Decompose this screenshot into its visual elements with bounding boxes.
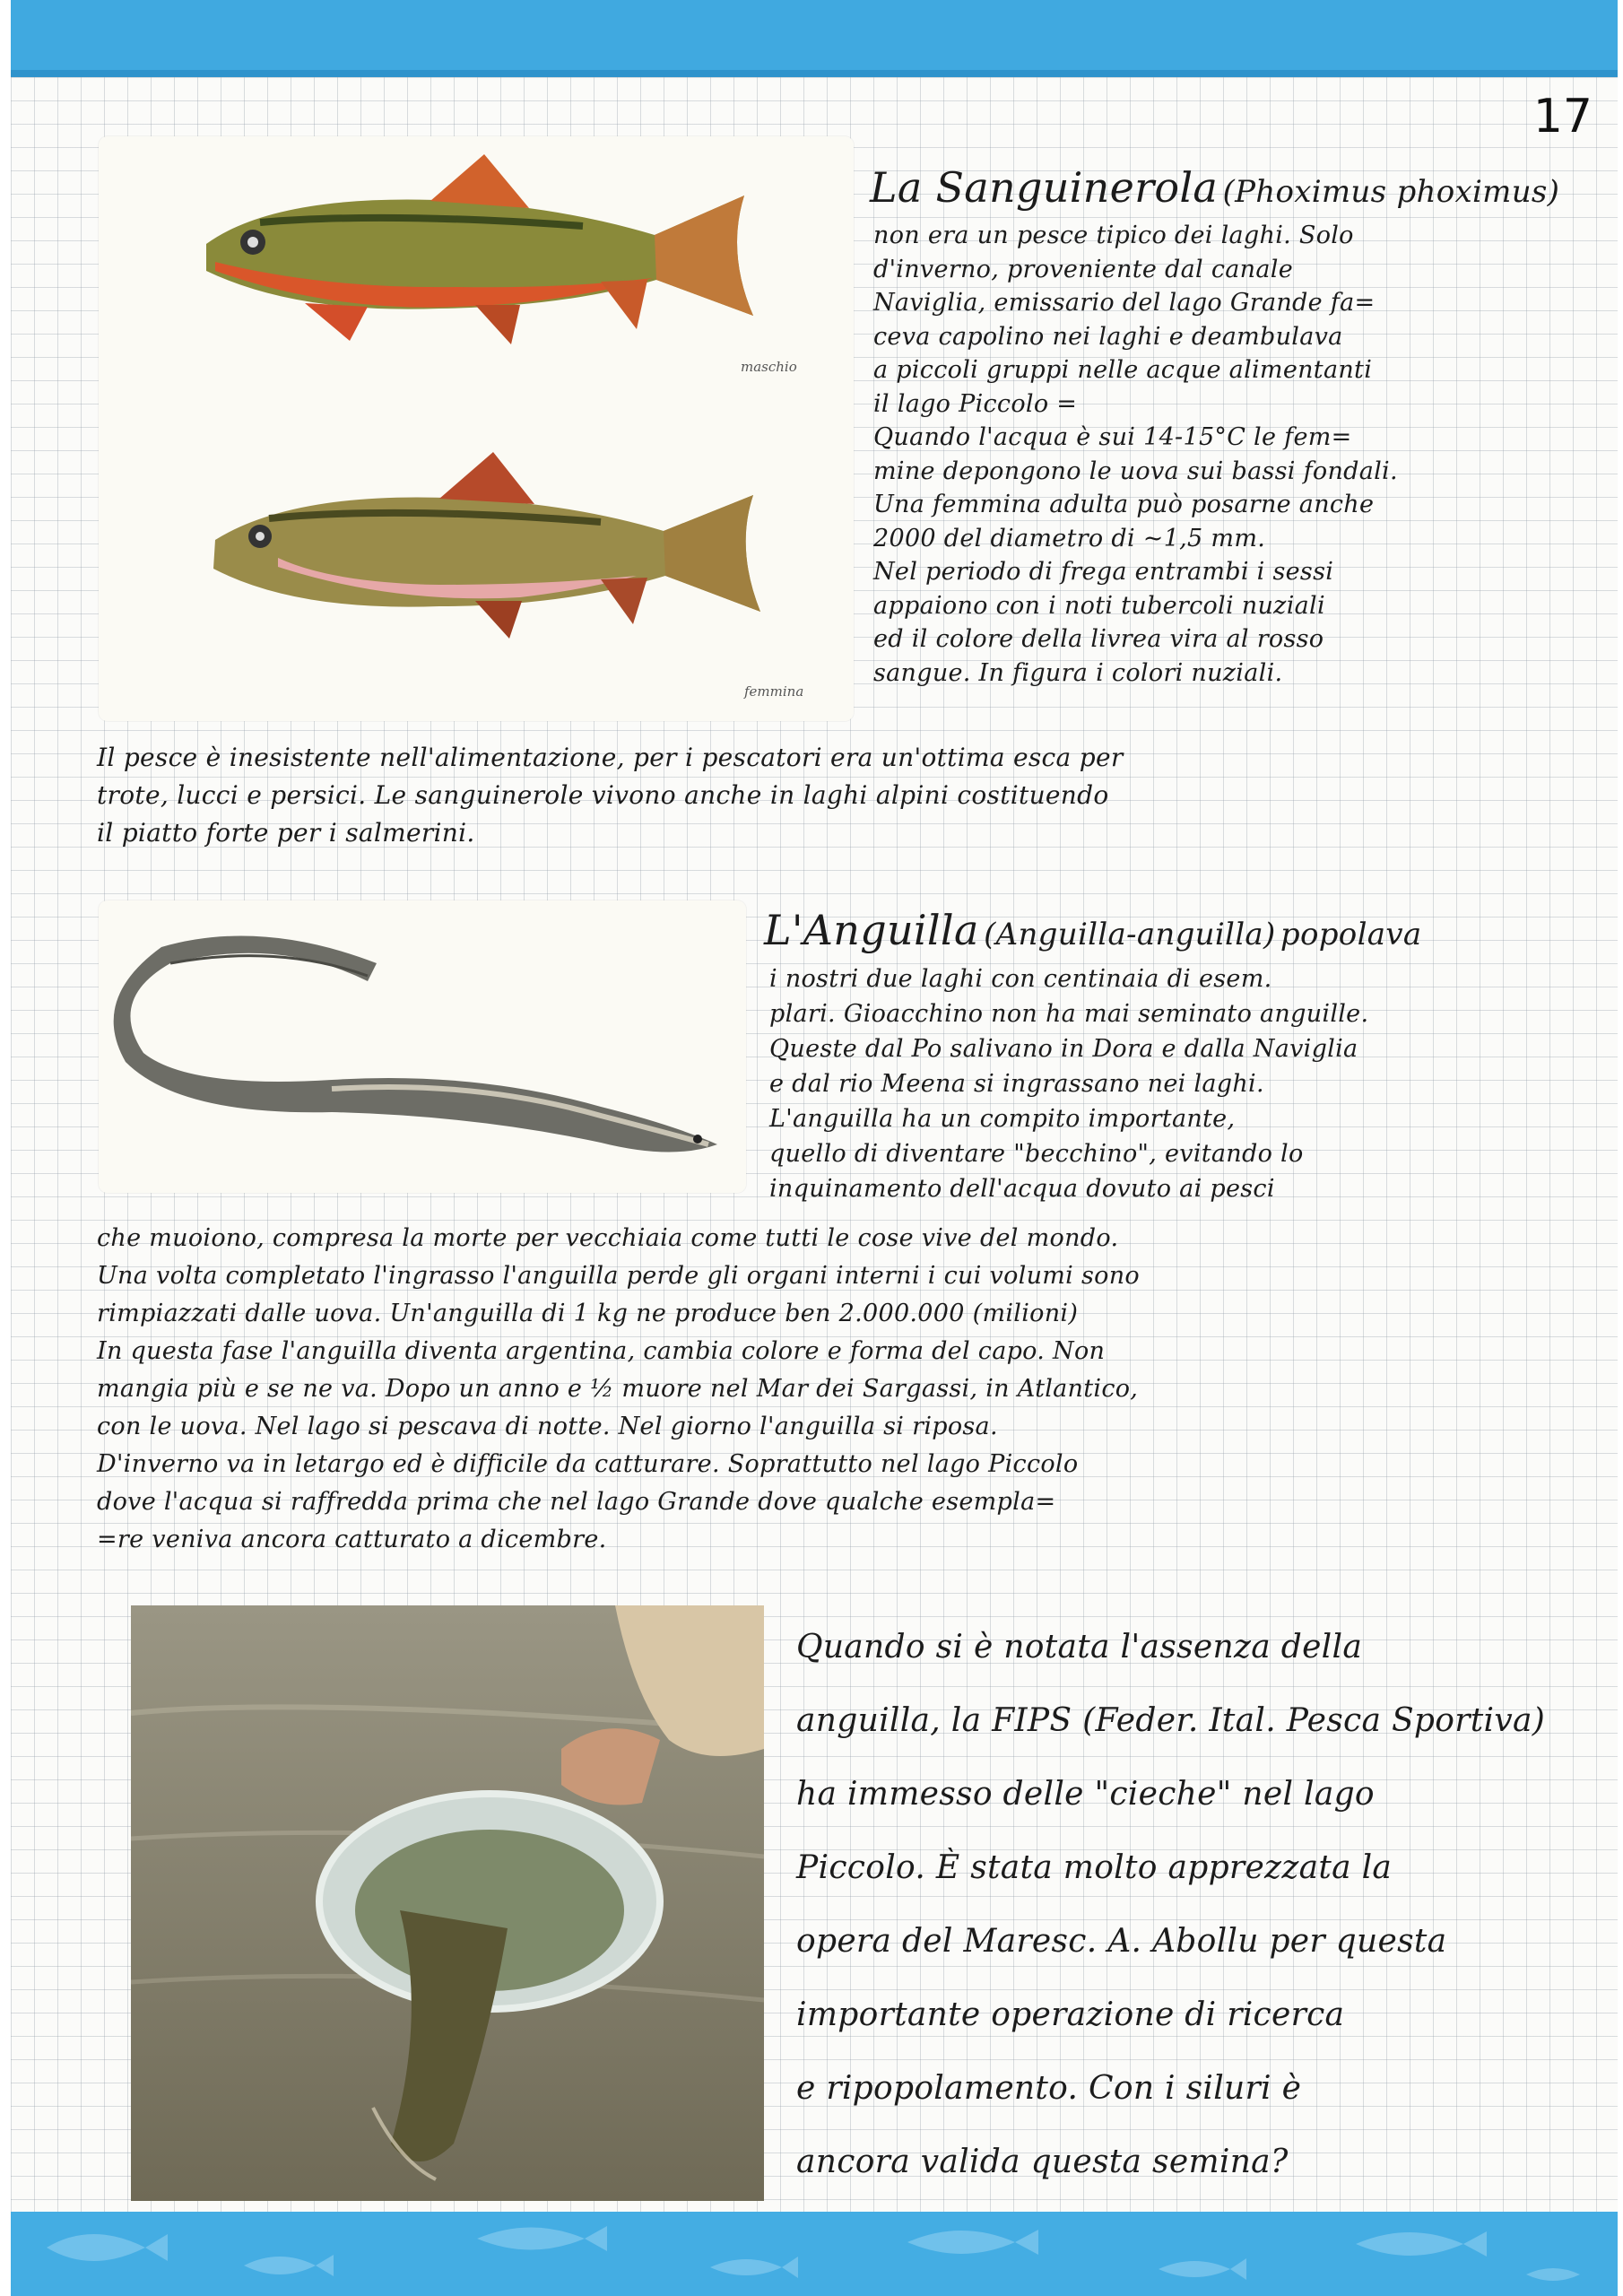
sanguinerola-title: La Sanguinerola (870, 163, 1219, 212)
text-line: L'anguilla ha un compito importante, (769, 1105, 1236, 1133)
caption-male: maschio (741, 359, 797, 375)
text-line: e dal rio Meena si ingrassano nei laghi. (769, 1070, 1264, 1098)
text-line: con le uova. Nel lago si pescava di notte. Nel giorno l'anguilla si riposa. (97, 1413, 998, 1440)
text-line: Quando si è notata l'assenza della (796, 1629, 1363, 1665)
text-line: =re veniva ancora catturato a dicembre. (97, 1526, 607, 1553)
bottom-fish-band (11, 2212, 1618, 2296)
text-line: anguilla, la FIPS (Feder. Ital. Pesca Sportiva) (796, 1702, 1546, 1739)
female-fish-drawing (213, 452, 760, 639)
sanguinerola-illustration (99, 136, 854, 721)
sanguinerola-heading (870, 163, 1559, 212)
fips-text (796, 1611, 1603, 2199)
text-line: d'inverno, proveniente dal canale (873, 255, 1293, 283)
text-line: Piccolo. È stata molto apprezzata la (796, 1849, 1393, 1886)
text-line: Una volta completato l'ingrasso l'anguilla perde gli organi interni i cui volumi sono (97, 1262, 1140, 1290)
text-line: Una femmina adulta può posarne anche (873, 491, 1375, 518)
text-line: mine depongono le uova sui bassi fondali. (873, 457, 1398, 485)
text-line: appaiono con i noti tubercoli nuziali (873, 591, 1325, 620)
anguilla-scientific-name: (Anguilla-anguilla) (984, 917, 1276, 952)
sanguinerola-text (873, 219, 1591, 690)
text-line: quello di diventare "becchino", evitando lo (769, 1140, 1304, 1168)
text-line: mangia più e se ne va. Dopo un anno e ½ muore nel Mar dei Sargassi, in Atlantico, (97, 1375, 1139, 1403)
eel-drawing (114, 936, 717, 1152)
text-line: e ripopolamento. Con i siluri è (796, 2070, 1302, 2107)
text-line: il lago Piccolo = (873, 389, 1078, 418)
male-fish-drawing (206, 154, 753, 344)
sanguinerola-wide-text (97, 739, 1603, 852)
anguilla-illustration (99, 900, 746, 1193)
page-number: 17 (1532, 90, 1593, 144)
text-line: trote, lucci e persici. Le sanguinerole vivono anche in laghi alpini costituendo (97, 780, 1109, 810)
text-line: Naviglia, emissario del lago Grande fa= (873, 289, 1376, 317)
text-line: D'inverno va in letargo ed è difficile da catturare. Soprattutto nel lago Piccolo (97, 1450, 1079, 1478)
anguilla-text (769, 961, 1594, 1206)
anguilla-heading (764, 906, 1421, 954)
text-line: inquinamento dell'acqua dovuto ai pesci (769, 1175, 1275, 1203)
stocking-photo (131, 1605, 764, 2201)
text-line: ceva capolino nei laghi e deambulava (873, 322, 1343, 351)
text-line: Quando l'acqua è sui 14-15°C le fem= (873, 423, 1352, 451)
notebook-page (11, 77, 1618, 2212)
text-line: ed il colore della livrea vira al rosso (873, 625, 1324, 653)
text-line: 2000 del diametro di ~1,5 mm. (873, 524, 1266, 552)
text-line: ha immesso delle "cieche" nel lago (796, 1776, 1375, 1813)
anguilla-wide-text (97, 1220, 1603, 1559)
text-line: Il pesce è inesistente nell'alimentazione, per i pescatori era un'ottima esca per (97, 743, 1124, 772)
text-line: ancora valida questa semina? (796, 2144, 1289, 2180)
text-line: il piatto forte per i salmerini. (97, 818, 475, 848)
text-line: Queste dal Po salivano in Dora e dalla Naviglia (769, 1035, 1358, 1063)
text-line: plari. Gioacchino non ha mai seminato anguille. (769, 1000, 1369, 1028)
text-line: non era un pesce tipico dei laghi. Solo (873, 222, 1354, 249)
text-line: sangue. In figura i colori nuziali. (873, 658, 1283, 687)
text-line: rimpiazzati dalle uova. Un'anguilla di 1 kg ne produce ben 2.000.000 (milioni) (97, 1300, 1079, 1327)
text-line: a piccoli gruppi nelle acque alimentanti (873, 356, 1373, 384)
sanguinerola-scientific-name: (Phoximus phoximus) (1222, 174, 1560, 210)
text-line: i nostri due laghi con centinaia di esem. (769, 965, 1272, 993)
anguilla-title: L'Anguilla (764, 906, 979, 954)
text-line: Nel periodo di frega entrambi i sessi (873, 558, 1334, 586)
text-line: dove l'acqua si raffredda prima che nel lago Grande dove qualche esempla= (97, 1488, 1056, 1516)
anguilla-title-suffix: popolava (1280, 917, 1422, 952)
text-line: che muoiono, compresa la morte per vecchiaia come tutti le cose vive del mondo. (97, 1224, 1119, 1252)
text-line: importante operazione di ricerca (796, 1996, 1345, 2033)
caption-female: femmina (744, 683, 804, 700)
text-line: opera del Maresc. A. Abollu per questa (796, 1923, 1447, 1960)
top-color-band (11, 0, 1618, 77)
fish-silhouette-icons (47, 2226, 1580, 2281)
text-line: In questa fase l'anguilla diventa argentina, cambia colore e forma del capo. Non (97, 1337, 1106, 1365)
